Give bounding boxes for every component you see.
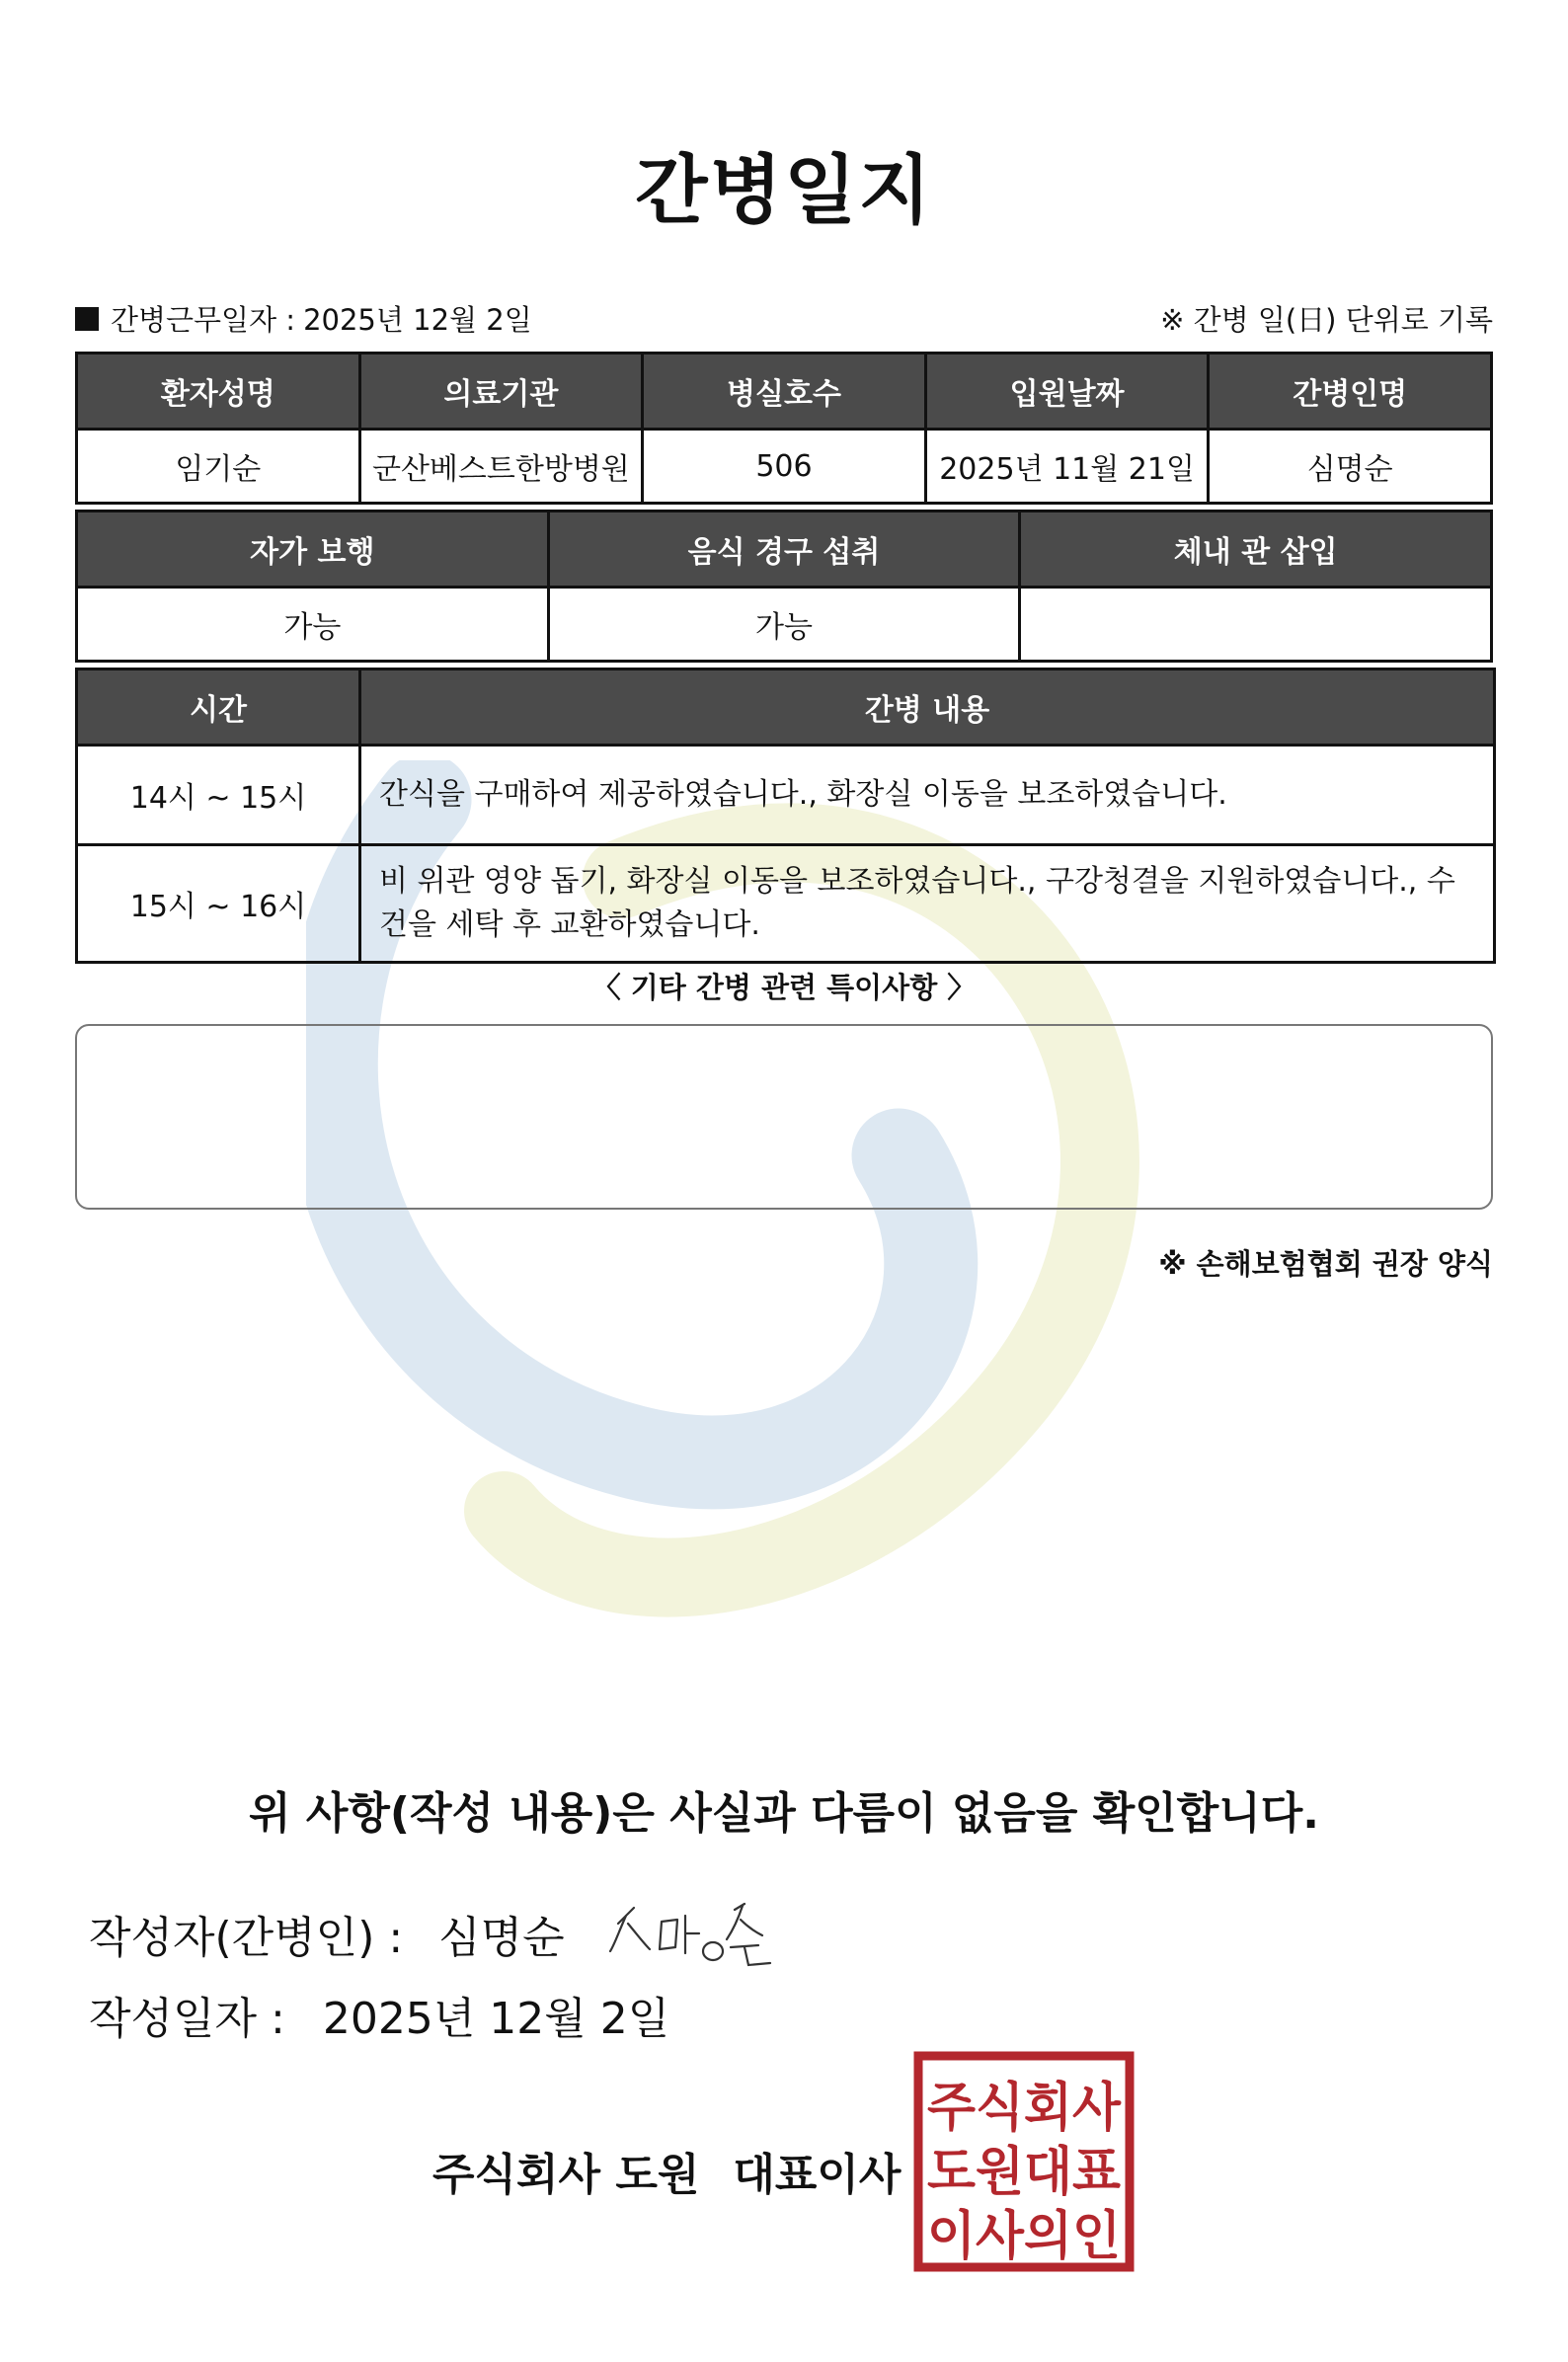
patient-info-table xyxy=(75,352,1493,505)
header-caregiver-name: 간병인명 xyxy=(1209,354,1492,430)
writer-label: 작성자(간병인) : xyxy=(89,1913,404,1963)
care-time: 14시 ~ 15시 xyxy=(77,746,360,845)
room-number: 506 xyxy=(643,430,926,504)
svg-text:주식회사: 주식회사 xyxy=(927,2078,1122,2138)
care-log-table xyxy=(75,668,1496,964)
header-care-content: 간병 내용 xyxy=(360,669,1495,746)
header-tube-insertion: 체내 관 삽입 xyxy=(1020,512,1492,588)
self-walking-value: 가능 xyxy=(77,588,549,662)
record-unit-note: ※ 간병 일(日) 단위로 기록 xyxy=(1160,303,1493,337)
header-room-number: 병실호수 xyxy=(643,354,926,430)
header-self-walking: 자가 보행 xyxy=(77,512,549,588)
caregiver-name: 심명순 xyxy=(1209,430,1492,504)
written-date-label: 작성일자 : xyxy=(89,1994,285,2044)
table-row xyxy=(77,845,1495,963)
header-oral-intake: 음식 경구 섭취 xyxy=(548,512,1020,588)
header-hospital: 의료기관 xyxy=(359,354,643,430)
patient-status-table xyxy=(75,510,1493,663)
care-content: 비 위관 영양 돕기, 화장실 이동을 보조하였습니다., 구강청결을 지원하였습니다., 수건을 세탁 후 교환하였습니다. xyxy=(360,845,1495,963)
notes-title: 〈 기타 간병 관련 특이사항 〉 xyxy=(591,971,977,1004)
notes-box xyxy=(75,1024,1493,1210)
tube-insertion-value xyxy=(1020,588,1492,662)
header-admission-date: 입원날짜 xyxy=(925,354,1209,430)
written-date-value: 2025년 12월 2일 xyxy=(322,1994,670,2044)
written-date-line xyxy=(89,1983,669,2046)
work-date-label: 간병근무일자 : xyxy=(111,303,296,337)
header-patient-name: 환자성명 xyxy=(77,354,360,430)
writer-name: 심명순 xyxy=(438,1913,565,1963)
company-seal-icon xyxy=(912,2050,1136,2273)
admission-date: 2025년 11월 21일 xyxy=(925,430,1209,504)
document-title: 간병일지 xyxy=(635,146,933,234)
svg-text:도원대표: 도원대표 xyxy=(927,2142,1121,2202)
table-row xyxy=(77,746,1495,845)
svg-text:이사의인: 이사의인 xyxy=(927,2206,1121,2266)
company-signature-line xyxy=(432,2139,901,2202)
confirmation-statement: 위 사항(작성 내용)은 사실과 다름이 없음을 확인합니다. xyxy=(249,1788,1319,1839)
company-role: 대표이사 xyxy=(733,2150,902,2200)
oral-intake-value: 가능 xyxy=(548,588,1020,662)
care-content: 간식을 구매하여 제공하였습니다., 화장실 이동을 보조하였습니다. xyxy=(360,746,1495,845)
writer-line xyxy=(89,1894,782,1973)
hospital-name: 군산베스트한방병원 xyxy=(359,430,643,504)
signature-icon xyxy=(604,1894,782,1973)
work-date-value: 2025년 12월 2일 xyxy=(303,303,532,337)
form-recommendation-note: ※ 손해보험협회 권장 양식 xyxy=(1158,1247,1493,1281)
header-time: 시간 xyxy=(77,669,360,746)
work-date-line xyxy=(75,298,532,339)
care-time: 15시 ~ 16시 xyxy=(77,845,360,963)
square-bullet-icon xyxy=(75,307,99,331)
company-name: 주식회사 도원 xyxy=(432,2150,700,2200)
patient-name: 임기순 xyxy=(77,430,360,504)
